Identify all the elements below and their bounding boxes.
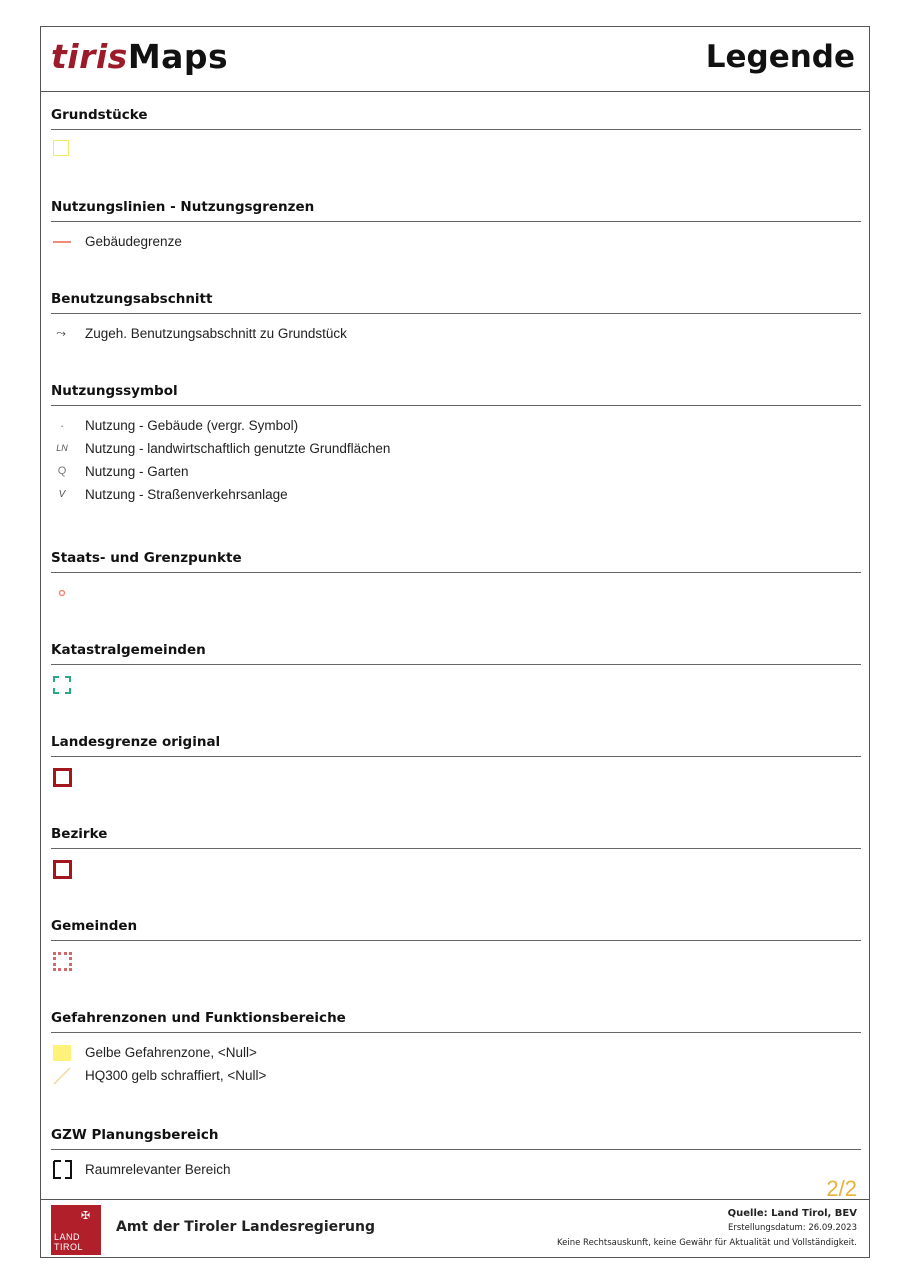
district-symbol-icon (53, 860, 72, 879)
section-gefahrenzonen (51, 1010, 861, 1087)
yellow-zone-swatch-icon (53, 1045, 71, 1061)
emblem-text-tirol: TIROL (54, 1242, 84, 1252)
parcel-symbol-icon (53, 140, 69, 156)
section-title: Katastralgemeinden (51, 642, 861, 665)
legend-item-label: HQ300 gelb schraffiert, <Null> (85, 1068, 267, 1083)
municipality-symbol-icon (53, 952, 72, 971)
garden-symbol-icon: Q (57, 465, 67, 477)
logo-part-tiris: tiris (51, 37, 128, 76)
section-title: Bezirke (51, 826, 861, 849)
legend-item-label: Gelbe Gefahrenzone, <Null> (85, 1045, 257, 1060)
tirismaps-logo (51, 37, 228, 76)
section-title: GZW Planungsbereich (51, 1127, 861, 1150)
legend-item (51, 1064, 861, 1087)
section-grundstuecke (51, 107, 861, 161)
eagle-icon: ✠ (81, 1209, 91, 1222)
section-bezirke (51, 826, 861, 883)
legend-item (51, 138, 861, 161)
section-nutzungslinien (51, 199, 861, 253)
legend-item (51, 322, 861, 345)
section-benutzungsabschnitt (51, 291, 861, 345)
legend-item-label: Raumrelevanter Bereich (85, 1162, 231, 1177)
section-title: Grundstücke (51, 107, 861, 130)
legend-item (51, 437, 861, 460)
legend-item (51, 460, 861, 483)
legend-item (51, 857, 861, 883)
cadastral-symbol-icon (53, 676, 71, 694)
logo-part-maps: Maps (127, 37, 229, 76)
source-line: Quelle: Land Tirol, BEV (727, 1208, 857, 1219)
page-header (41, 27, 869, 92)
building-line-icon (51, 230, 75, 253)
section-title: Staats- und Grenzpunkte (51, 550, 861, 573)
section-gemeinden (51, 918, 861, 975)
state-border-symbol-icon (53, 768, 72, 787)
section-title: Nutzungslinien - Nutzungsgrenzen (51, 199, 861, 222)
legend-item-label: Nutzung - landwirtschaftlich genutzte Grundflächen (85, 441, 391, 456)
page-title: Legende (705, 39, 855, 75)
ln-symbol-icon: LN (56, 443, 68, 453)
legend-item (51, 673, 861, 699)
legend-item-label: Nutzung - Garten (85, 464, 189, 479)
legend-item (51, 483, 861, 506)
section-title: Landesgrenze original (51, 734, 861, 757)
section-grenzpunkte (51, 550, 861, 604)
road-symbol-icon: V (58, 489, 66, 500)
legend-item-label: Zugeh. Benutzungsabschnitt zu Grundstück (85, 326, 347, 341)
legend-item (51, 949, 861, 975)
boundary-point-icon (51, 581, 75, 604)
section-katastralgemeinden (51, 642, 861, 699)
legend-item-label: Nutzung - Gebäude (vergr. Symbol) (85, 418, 299, 433)
legend-item (51, 581, 861, 604)
creation-date: Erstellungsdatum: 26.09.2023 (727, 1223, 857, 1233)
page-number: 2/2 (826, 1176, 857, 1201)
section-title: Gefahrenzonen und Funktionsbereiche (51, 1010, 861, 1033)
legend-item (51, 1041, 861, 1064)
building-dot-icon: · (59, 418, 65, 433)
legend-page (40, 26, 870, 1258)
section-gzw (51, 1127, 861, 1181)
section-title: Nutzungssymbol (51, 383, 861, 406)
emblem-text-land: LAND (54, 1232, 81, 1242)
section-nutzungssymbol (51, 383, 861, 506)
legend-item-label: Gebäudegrenze (85, 234, 182, 249)
planning-area-icon (51, 1158, 75, 1181)
office-name: Amt der Tiroler Landesregierung (116, 1219, 375, 1235)
disclaimer: Keine Rechtsauskunft, keine Gewähr für Aktualität und Vollständigkeit. (556, 1238, 857, 1248)
legend-item-label: Nutzung - Straßenverkehrsanlage (85, 487, 288, 502)
section-arrow-icon: ⤳ (56, 326, 66, 340)
page-footer (41, 1199, 869, 1258)
section-landesgrenze (51, 734, 861, 791)
section-title: Gemeinden (51, 918, 861, 941)
land-tirol-emblem (51, 1205, 101, 1255)
legend-item (51, 1158, 861, 1181)
hatched-zone-icon (51, 1064, 75, 1087)
legend-item (51, 230, 861, 253)
source-info (557, 1206, 857, 1251)
section-title: Benutzungsabschnitt (51, 291, 861, 314)
legend-item (51, 414, 861, 437)
legend-item (51, 765, 861, 791)
